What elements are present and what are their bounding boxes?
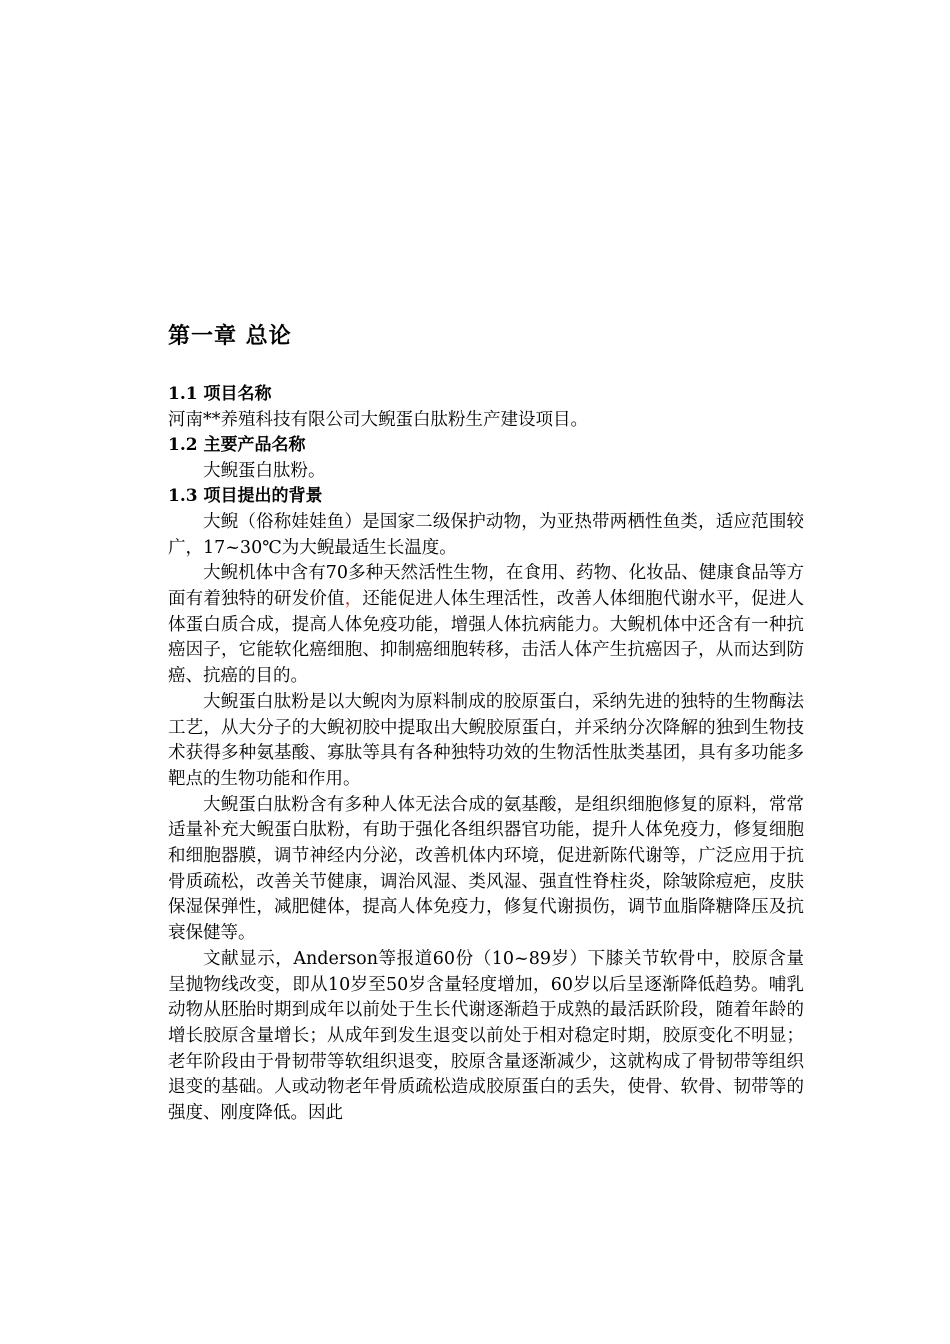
background-paragraph-5: 文献显示，Anderson等报道60份（10~89岁）下膝关节软骨中，胶原含量呈抛物线改变，即从10岁至50岁含量轻度增加，60岁以后呈逐渐降低趋势。哺乳动物从胚胎时期到成年以前处于生长代谢逐渐趋于成熟的最活跃阶段，随着年龄的增长胶原含量增长；从成年到发生退变以前处于相对稳定时期，胶原变化不明显；老年阶段由于骨韧带等软组织退变，胶原含量逐渐减少，这就构成了骨韧带等组织退变的基础。人或动物老年骨质疏松造成胶原蛋白的丢失，使骨、软骨、韧带等的强度、刚度降低。因此	[168, 948, 804, 1124]
project-name-text: 河南**养殖科技有限公司大鲵蛋白肽粉生产建设项目。	[168, 409, 588, 430]
highlighted-comma: ，	[344, 589, 363, 610]
chapter-title: 第一章 总论	[168, 323, 292, 349]
background-paragraph-1: 大鲵（俗称娃娃鱼）是国家二级保护动物，为亚热带两栖性鱼类，适应范围较广，17~30℃为大鲵最适生长温度。	[168, 511, 804, 558]
paragraph-2-part-2: 还能促进人体生理活性，改善人体细胞代谢水平，促进人体蛋白质合成，提高人体免疫功能，增强人体抗病能力。大鲵机体中还含有一种抗癌因子，它能软化癌细胞、抑制癌细胞转移，击活人体产生抗癌因子，从而达到防癌、抗癌的目的。	[168, 589, 805, 687]
document-page	[168, 318, 804, 1127]
paragraph-2-part-1: 大鲵机体中含有70多种天然活性生物，在食用、药物、化妆品、健康食品等方面有着独特的研发价值	[168, 563, 804, 610]
product-name-text: 大鲵蛋白肽粉。	[203, 460, 326, 481]
section-heading-background: 1.3 项目提出的背景	[168, 486, 323, 507]
background-paragraph-3: 大鲵蛋白肽粉是以大鲵肉为原料制成的胶原蛋白，采纳先进的独特的生物酶法工艺，从大分子的大鲵初胶中提取出大鲵胶原蛋白，并采纳分次降解的独到生物技术获得多种氨基酸、寡肽等具有各种独特功效的生物活性肽类基团，具有多功能多靶点的生物功能和作用。	[168, 691, 804, 789]
background-paragraph-2	[168, 561, 804, 690]
section-heading-project-name: 1.1 项目名称	[168, 384, 272, 404]
section-heading-product-name: 1.2 主要产品名称	[168, 435, 306, 456]
background-paragraph-4: 大鲵蛋白肽粉含有多种人体无法合成的氨基酸，是组织细胞修复的原料，常常适量补充大鲵蛋白肽粉，有助于强化各组织器官功能，提升人体免疫力，修复细胞和细胞器膜，调节神经内分泌，改善机体内环境，促进新陈代谢等，广泛应用于抗骨质疏松，改善关节健康，调治风湿、类风湿、强直性脊柱炎，除皱除痘疤，皮肤保湿保弹性，减肥健体，提高人体免疫力，修复代谢损伤，调节血脂降糖降压及抗衰保健等。	[168, 794, 804, 944]
